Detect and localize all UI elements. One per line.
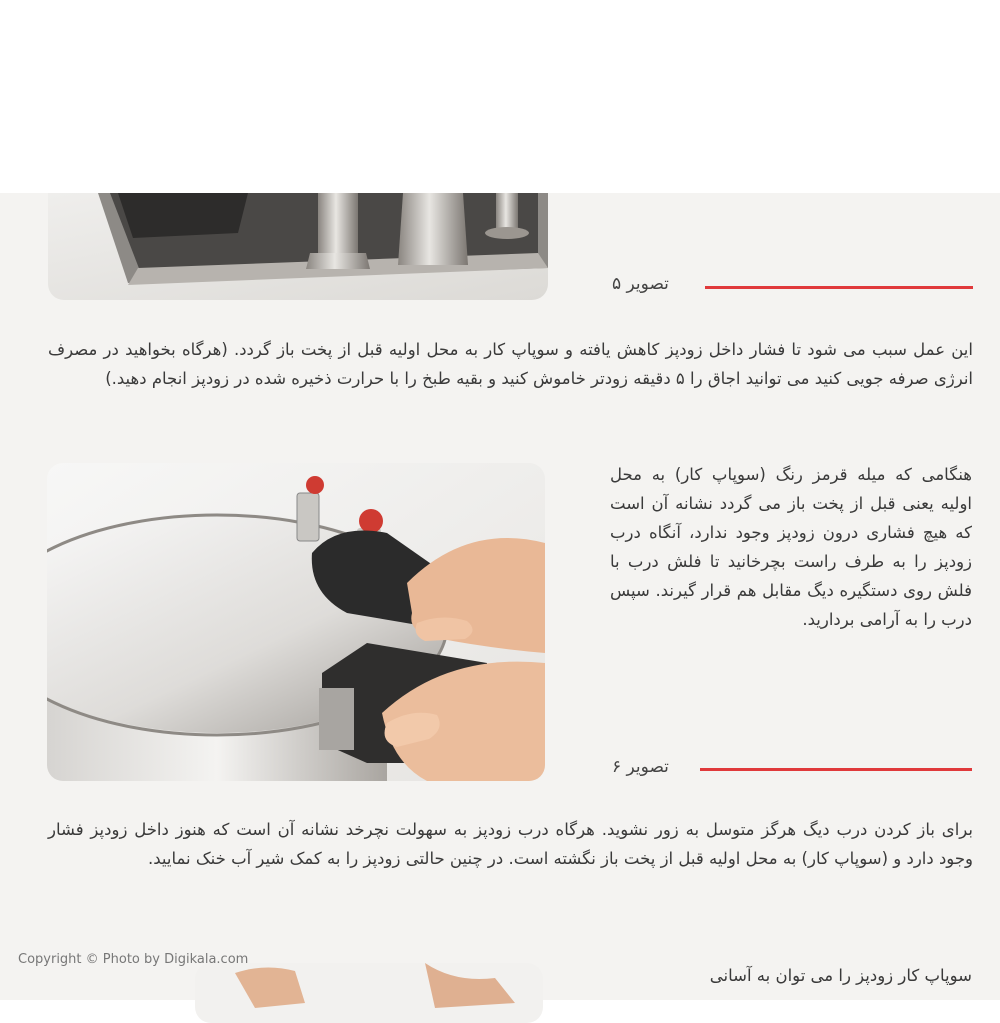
figure-6-caption: تصویر ۶ <box>612 757 669 777</box>
figure-5-divider <box>705 286 973 289</box>
figure-5-photo <box>48 193 548 300</box>
paragraph-4: سوپاپ کار زودپز را می توان به آسانی <box>709 966 972 985</box>
figure-5-caption: تصویر ۵ <box>612 274 669 294</box>
paragraph-2: هنگامی که میله قرمز رنگ (سوپاپ کار) به محل اولیه یعنی قبل از پخت باز می گردد نشانه آن است که هیچ فشاری درون زودپز وجود ندارد، آنگاه درب زودپز را به طرف راست بچرخانید تا فلش درب با فلش روی دستگیره دیگ مقابل هم قرار گیرند. سپس درب را به آرامی بردارید. <box>610 465 972 629</box>
copyright-watermark: Copyright © Photo by Digikala.com <box>18 952 249 967</box>
figure-6-photo <box>47 463 545 781</box>
paragraph-3: برای باز کردن درب دیگ هرگز متوسل به زور نشوید. هرگاه درب زودپز به سهولت نچرخد نشانه آن است که هنوز داخل زودپز فشار وجود دارد و (سوپاپ کار) به محل اولیه قبل از پخت باز نگشته است. در چنین حالتی زودپز را به کمک شیر آب خنک نمایید. <box>48 820 973 868</box>
figure-7-photo <box>195 963 543 1023</box>
paragraph-1: این عمل سبب می شود تا فشار داخل زودپز کاهش یافته و سوپاپ کار به محل اولیه قبل از پخت باز گردد. (هرگاه بخواهید در مصرف انرژی صرفه جویی کنید می توانید اجاق را ۵ دقیقه زودتر خاموش کنید و بقیه طبخ را با حرارت ذخیره شده در زودپز انجام دهید.) <box>48 340 973 388</box>
figure-6-divider <box>700 768 972 771</box>
